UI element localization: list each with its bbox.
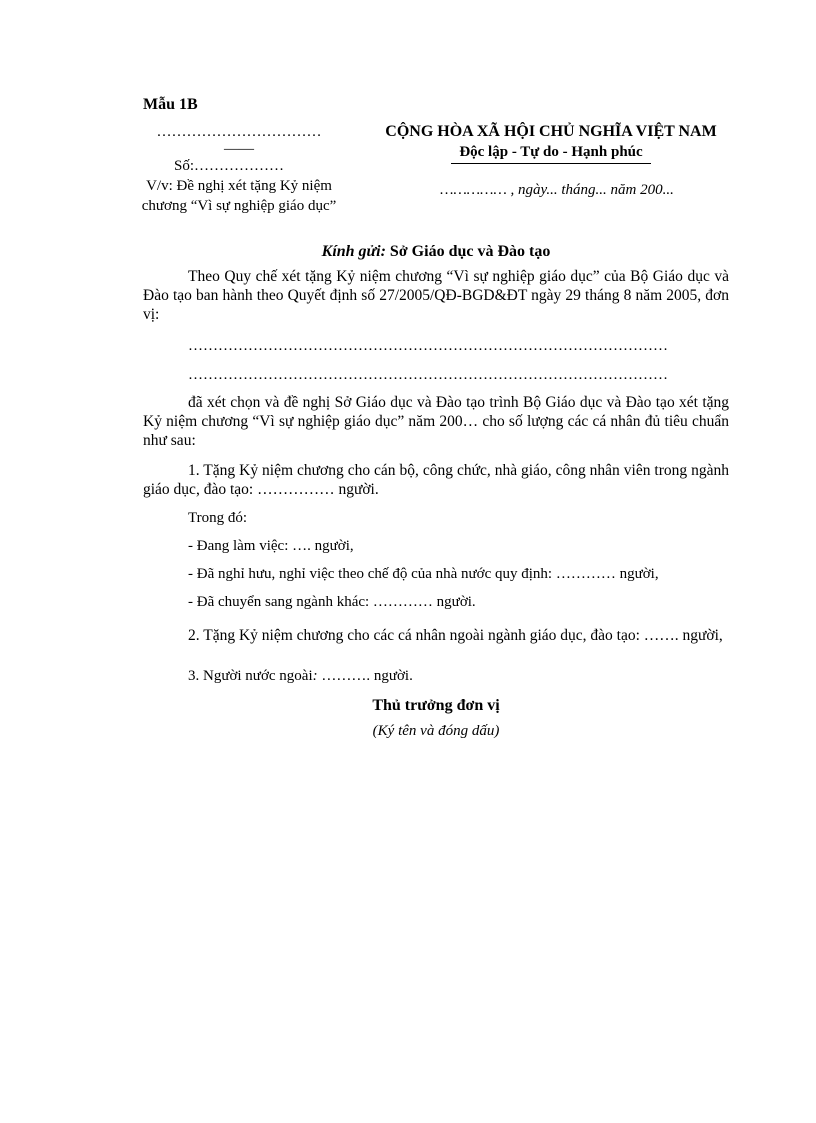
agency-dash: —— [224,141,254,157]
sub-item-retired: - Đã nghỉ hưu, nghỉ việc theo chế độ của nhà nước quy định: ………… người, [188,566,659,582]
intro-text: Theo Quy chế xét tặng Kỷ niệm chương “Vì sự nghiệp giáo dục” của Bộ Giáo dục và Đào tạo ban hành theo Quyết định số 27/2005/QĐ-BGD&ĐT ngày 29 tháng 8 năm 2005, đơn vị: [143,268,729,323]
subject-line-1: V/v: Đề nghị xét tặng Kỷ niệm [146,178,332,194]
recipient-name: Sở Giáo dục và Đào tạo [389,243,551,260]
item-1-text: 1. Tặng Kỷ niệm chương cho cán bộ, công chức, nhà giáo, công nhân viên trong ngành giáo dục, đào tạo: …………… người. [143,462,729,498]
item-1 [143,461,729,499]
unit-dots-line-1: …………………………………………………………………………………… [188,338,668,354]
recipient-prefix: Kính gửi: [321,243,386,260]
unit-dots-line-2: …………………………………………………………………………………… [188,367,668,383]
recipient-line [143,243,729,261]
in-which-label: Trong đó: [188,510,248,526]
item-2-text: 2. Tặng Kỷ niệm chương cho các cá nhân ngoài ngành giáo dục, đào tạo: ……. người, [188,627,723,644]
document-number: Số:……………… [173,158,284,174]
sub-item-working: - Đang làm việc: …. người, [188,538,354,554]
sub-item-transferred: - Đã chuyển sang ngành khác: ………… người. [188,594,476,610]
intro-paragraph [143,267,729,324]
item-2 [143,626,729,645]
selection-text: đã xét chọn và đề nghị Sở Giáo dục và Đào tạo trình Bộ Giáo dục và Đào tạo xét tặng Kỷ niệm chương “Vì sự nghiệp giáo dục” năm 200… cho số lượng các cá nhân đủ tiêu chuẩn như sau: [143,394,729,449]
item-3-text: 3. Người nước ngoài [188,668,313,684]
motto: Độc lập - Tự do - Hạnh phúc [459,144,643,160]
right-header [372,122,730,199]
signature-note: (Ký tên và đóng dấu) [372,723,500,739]
item-3-colon: : [312,668,318,684]
motto-underline [451,163,651,164]
left-header [128,122,350,216]
date-line: …………… , ngày... tháng... năm 200... [440,182,674,198]
selection-paragraph [143,393,729,450]
subject-line-2: chương “Vì sự nghiệp giáo dục” [141,198,337,214]
form-label: Mẫu 1B [143,96,198,113]
item-3-rest: ………. người. [317,668,413,684]
agency-dots: …………………………… [156,124,322,140]
country-name: CỘNG HÒA XÃ HỘI CHỦ NGHĨA VIỆT NAM [385,123,717,140]
item-3 [188,668,413,685]
signature-title: Thủ trưởng đơn vị [372,697,500,714]
